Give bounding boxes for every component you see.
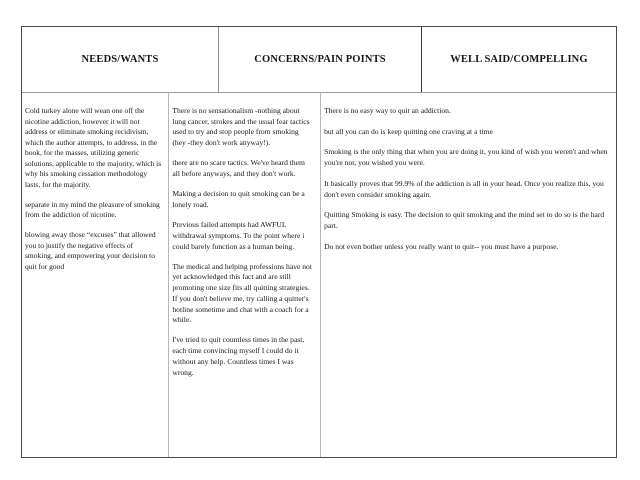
table-header-row (22, 27, 616, 93)
paragraph: but all you can do is keep quitting one craving at a time (324, 126, 493, 136)
table-header-cell-needs-wants (22, 27, 219, 92)
comparison-matrix-table (21, 26, 617, 458)
paragraph: Do not even bother unless you really want to quit-- you must have a purpose. (324, 241, 559, 251)
paragraph: blowing away those “excuses” that allowed you to justify the negative effects of smoking, and empowering your decision to quit for good (25, 230, 156, 271)
paragraph: Cold turkey alone will wean one off the nicotine addiction, however it will not address or eliminate smoking recidivism, which the author attempts, to address, in the book, for the masses, utilizing generic solutions, applicable to the majority, which is why his smoking cessation methodology lasts, for the majority. (25, 106, 162, 189)
paragraph: there are no scare tactics. We've heard them all before anyways, and they don't work. (172, 158, 305, 179)
paragraph: separate in my mind the pleasure of smoking from the addiction of nicotine. (25, 199, 160, 219)
column-header-label-well-said-compelling: WELL SAID/COMPELLING (450, 54, 588, 65)
paragraph: The medical and helping professions have not yet acknowledged this fact and are still promoting one size fits all quitting strategies. If you don't believe me, try calling a quitter's hotline sometime and chat with a coach for a while. (172, 261, 312, 325)
table-header-cell-well-said-compelling (422, 27, 616, 92)
column-header-label-concerns-pain-points: CONCERNS/PAIN POINTS (254, 54, 386, 65)
paragraph: There is no sensationalism -nothing about lung cancer, strokes and the usual fear tactics used to try and stop people from smoking (hey -they don't work anyway!). (172, 106, 310, 148)
table-body-row (22, 93, 616, 457)
table-cell-needs-wants (22, 93, 169, 457)
paragraph: I've tried to quit countless times in the past, each time convincing myself I could do it without any help. Countless times I was wrong. (172, 335, 305, 377)
paragraph: Smoking is the only thing that when you are doing it, you kind of wish you weren't and when you're not, you wished you were. (324, 147, 608, 168)
paragraph: Quitting Smoking is easy. The decision to quit smoking and the mind set to do so is the hard part. (324, 210, 605, 230)
paragraph: It basically proves that 99.9% of the addiction is all in your head. Once you realize this, you don't even consider smoking again. (324, 178, 604, 199)
paragraph: There is no easy way to quit an addiction. (324, 106, 451, 115)
paragraph: Making a decision to quit smoking can be a lonely road. (172, 189, 305, 209)
table-cell-concerns-pain-points (169, 93, 321, 457)
table-header-cell-concerns-pain-points (219, 27, 422, 92)
column-header-label-needs-wants: NEEDS/WANTS (81, 54, 159, 65)
table-cell-well-said-compelling (321, 93, 616, 457)
paragraph: Previous failed attempts had AWFUL withdrawal symptoms. To the point where i could barely function as a human being. (172, 220, 305, 251)
